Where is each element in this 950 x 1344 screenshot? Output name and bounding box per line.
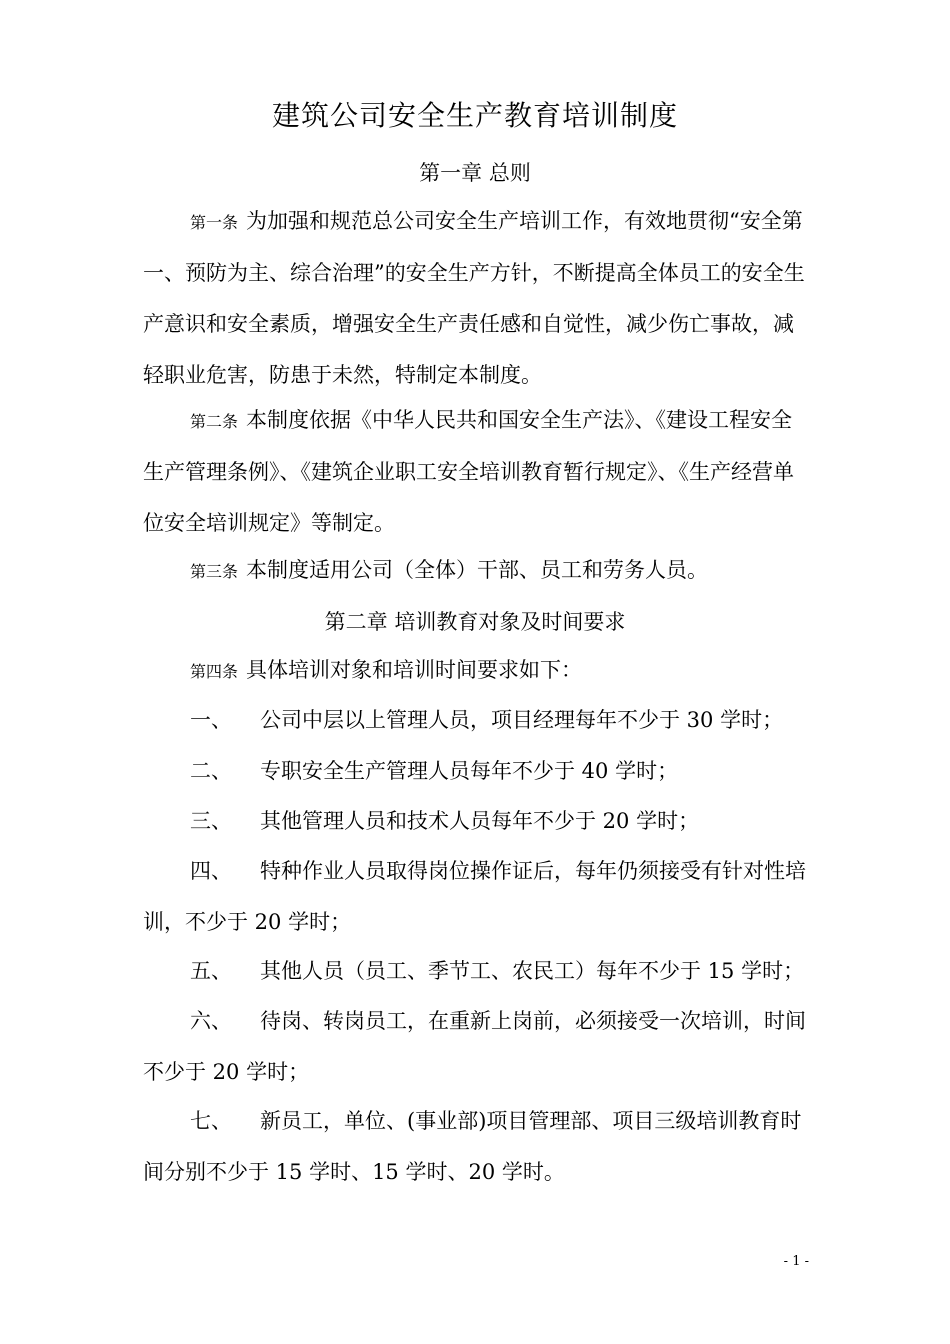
article-3-number: 第三条	[190, 562, 239, 581]
page-number: - 1 -	[783, 1254, 809, 1269]
list-item-marker: 二、	[190, 759, 232, 783]
list-item-marker: 一、	[190, 708, 232, 732]
list-item-text: 新员工，单位、(事业部)项目管理部、项目三级培训教育时间分别不少于 15 学时、15 学时、20 学时。	[143, 1109, 802, 1184]
list-item	[143, 695, 808, 746]
list-item	[143, 796, 808, 847]
list-item-marker: 三、	[190, 809, 232, 833]
article-4-text: 具体培训对象和培训时间要求如下：	[246, 658, 583, 682]
list-item	[143, 946, 808, 997]
list-item-marker: 七、	[190, 1109, 232, 1133]
list-item-marker: 四、	[190, 859, 232, 883]
document-title: 建筑公司安全生产教育培训制度	[271, 99, 678, 132]
list-item-text: 其他管理人员和技术人员每年不少于 20 学时；	[260, 809, 700, 833]
article-3	[143, 545, 808, 597]
article-4	[143, 645, 808, 697]
article-2	[143, 395, 808, 549]
list-item-marker: 五、	[190, 959, 232, 983]
list-item-marker: 六、	[190, 1009, 232, 1033]
list-item	[143, 1096, 808, 1198]
list-item	[143, 846, 808, 948]
list-item	[143, 746, 808, 797]
article-3-text: 本制度适用公司（全体）干部、员工和劳务人员。	[246, 558, 709, 582]
list-item-text: 专职安全生产管理人员每年不少于 40 学时；	[260, 759, 679, 783]
article-1	[143, 196, 808, 401]
article-2-number: 第二条	[190, 412, 239, 431]
article-4-number: 第四条	[190, 662, 239, 681]
list-item-text: 公司中层以上管理人员，项目经理每年不少于 30 学时；	[260, 708, 784, 732]
article-1-number: 第一条	[190, 213, 239, 232]
list-item-text: 其他人员（员工、季节工、农民工）每年不少于 15 学时；	[260, 959, 805, 983]
list-item-text: 特种作业人员取得岗位操作证后，每年仍须接受有针对性培训，不少于 20 学时；	[143, 859, 806, 934]
list-item	[143, 996, 808, 1098]
article-1-text: 为加强和规范总公司安全生产培训工作，有效地贯彻“安全第一、预防为主、综合治理”的安全生产方针，不断提高全体员工的安全生产意识和安全素质，增强安全生产责任感和自觉性，减少伤亡事故，减轻职业危害，防患于未然，特制定本制度。	[143, 209, 805, 387]
chapter-2-heading: 第二章 培训教育对象及时间要求	[324, 610, 626, 634]
chapter-1-heading: 第一章 总则	[419, 161, 531, 185]
list-item-text: 待岗、转岗员工，在重新上岗前，必须接受一次培训，时间不少于 20 学时；	[143, 1009, 806, 1084]
article-2-text: 本制度依据《中华人民共和国安全生产法》、《建设工程安全生产管理条例》、《建筑企业职工安全培训教育暂行规定》、《生产经营单位安全培训规定》等制定。	[143, 408, 794, 535]
